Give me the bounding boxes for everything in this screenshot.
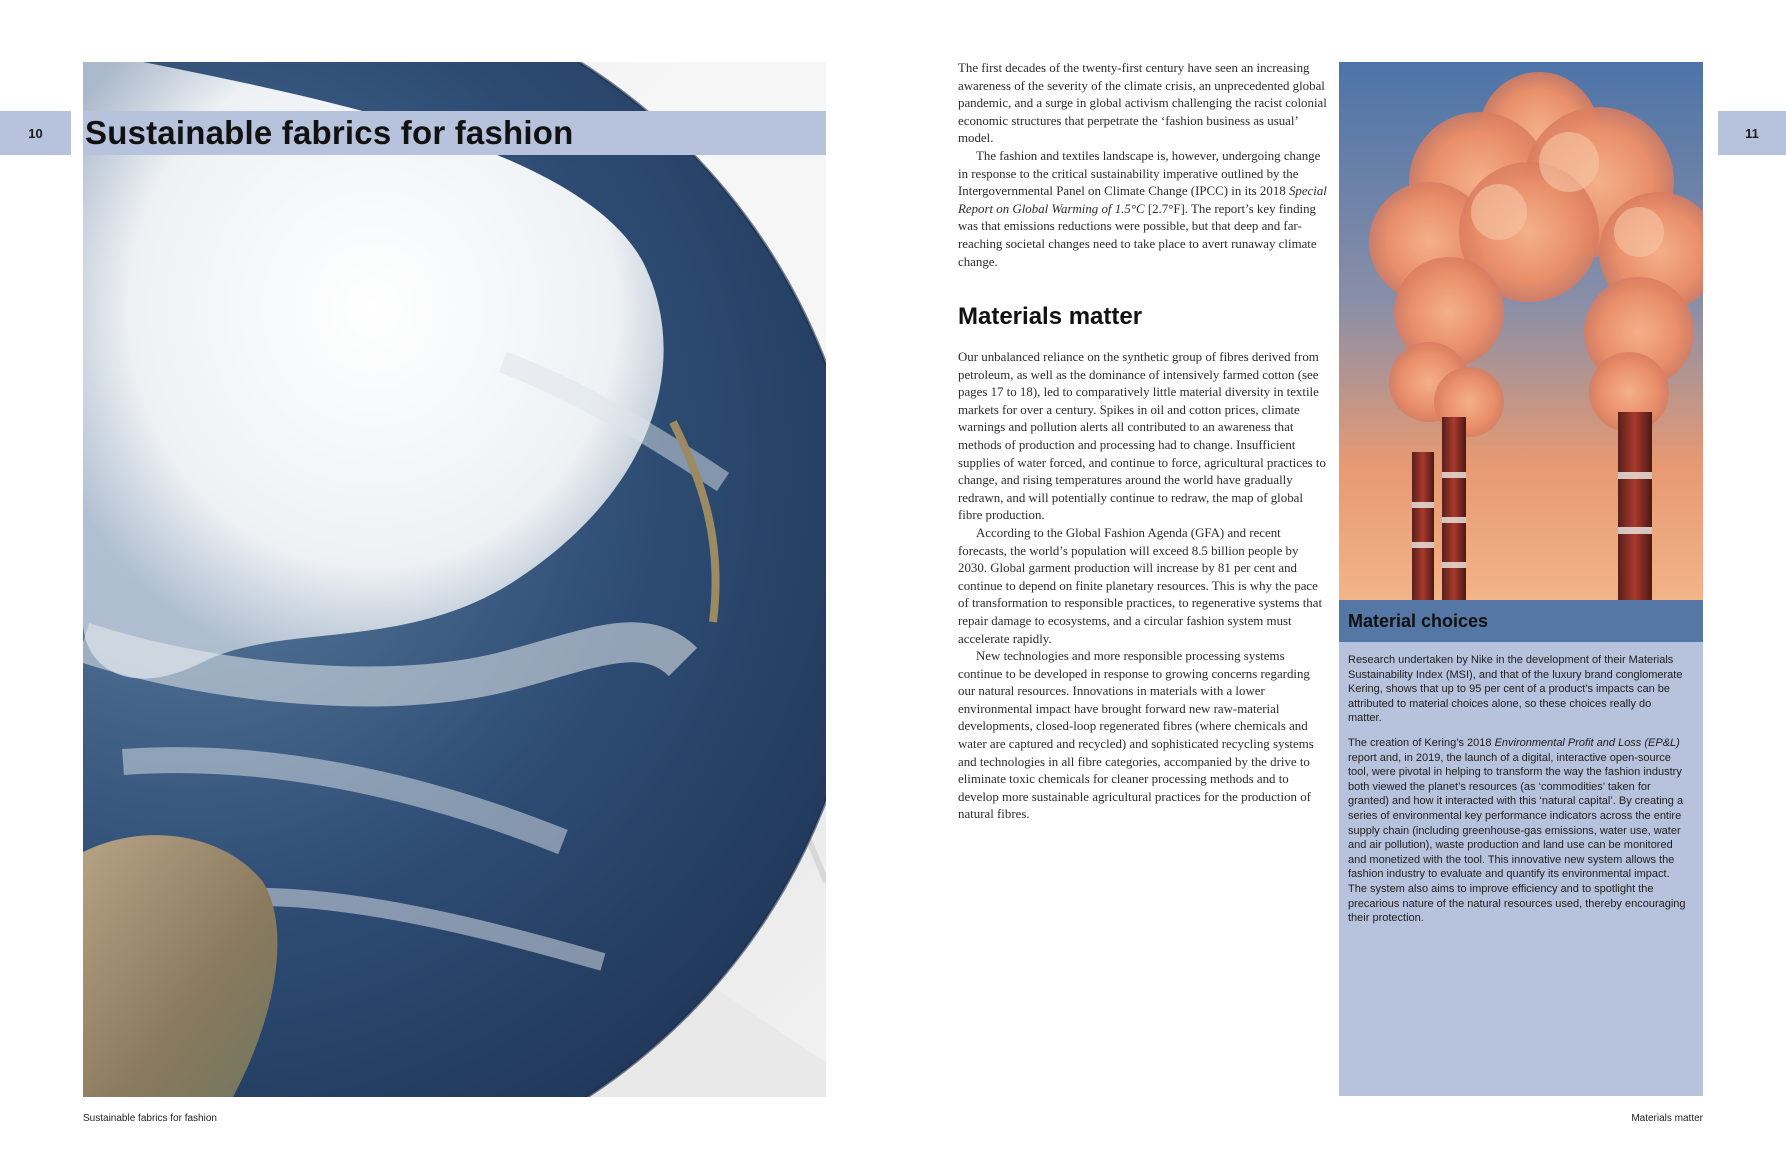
globe-fabric-photo: [83, 62, 826, 1097]
page-number-left: 10: [0, 111, 71, 155]
sidebar-paragraph-1: Research undertaken by Nike in the development of their Materials Sustainability Index (MSI), and that of the luxury brand conglomerate Kering, shows that up to 95 per cent of a product’s impacts can be attributed to material choices alone, so these choices really do matter.: [1348, 654, 1683, 725]
smokestacks-photo: [1339, 62, 1703, 600]
sidebar-body: [1339, 642, 1703, 1096]
body-paragraph-2: According to the Global Fashion Agenda (GFA) and recent forecasts, the world’s population will exceed 8.5 billion people by 2030. Global garment production will increase by 81 per cent and continue to depend on finite planetary resources. This is why the pace of transformation to responsible practices, to regenerative systems that repair damage to ecosystems, and a circular fashion system must accelerate rapidly.: [958, 525, 1323, 646]
intro-paragraph-2-after: [2.7°F]. The report’s key finding was that emissions reductions were possible, but that deep and far-reaching societal changes need to take place to avert runaway climate change.: [958, 201, 1317, 269]
sidebar-paragraph-2: [1348, 736, 1687, 926]
footer-right: Materials matter: [1631, 1113, 1703, 1124]
materials-text: [958, 349, 1328, 824]
title-bar: [83, 111, 826, 155]
smokestacks-illustration: [1339, 62, 1703, 600]
sidebar-header: [1339, 600, 1703, 642]
page-title: Sustainable fabrics for fashion: [85, 114, 574, 151]
footer-left: Sustainable fabrics for fashion: [83, 1113, 217, 1124]
page-number-right: 11: [1718, 111, 1786, 155]
sidebar-paragraph-2-after: report and, in 2019, the launch of a digital, interactive open-source tool, were pivotal in helping to transform the way the fashion industry both viewed the planet’s resources (as ‘commodities’ taken for granted) and how it interacted with this ‘natural capital’. By creating a series of environmental key performance indicators across the entire supply chain (including greenhouse-gas emissions, water use, water and air pollution), waste production and land use can be monitored and monetized with the tool. This innovative new system allows the fashion industry to evaluate and quantify its environmental impact. The system also aims to improve efficiency and to spotlight the precarious nature of the natural resources used, thereby encouraging their protection.: [1348, 751, 1686, 925]
intro-text: [958, 60, 1328, 271]
sidebar-paragraph-2-before: The creation of Kering’s 2018: [1348, 736, 1495, 749]
intro-paragraph-2-before: The fashion and textiles landscape is, however, undergoing change in response to the critical sustainability imperative outlined by the Intergovernmental Panel on Climate Change (IPCC) in its 2018: [958, 148, 1321, 199]
globe-illustration: [83, 62, 826, 1097]
section-heading: Materials matter: [958, 303, 1143, 330]
body-paragraph-3: New technologies and more responsible processing systems continue to be developed in response to growing concerns regarding our natural resources. Innovations in materials with a lower environmental impact have brought forward new raw-material developments, closed-loop regenerated fibres (where chemicals and water are captured and recycled) and sophisticated recycling systems and technologies in all fibre categories, accompanied by the drive to eliminate toxic chemicals for cleaner processing methods and to develop more sustainable agricultural practices for the production of natural fibres.: [958, 649, 1314, 822]
sidebar-title: Material choices: [1348, 610, 1489, 631]
body-paragraph-1: Our unbalanced reliance on the synthetic group of fibres derived from petroleum, as well as the dominance of intensively farmed cotton (see pages 17 to 18), led to comparatively little material diversity in textile markets for over a century. Spikes in oil and cotton prices, climate warnings and pollution alerts all contributed to an awareness that methods of production and processing had to change. Insufficient supplies of water forced, and continue to force, agricultural practices to change, and rising temperatures around the world have gradually redrawn, and will potentially continue to redraw, the map of global fibre production.: [958, 350, 1326, 523]
intro-paragraph-1: The first decades of the twenty-first century have seen an increasing awareness of the severity of the climate crisis, an unprecedented global pandemic, and a surge in global activism challenging the racist colonial economic structures that perpetrate the ‘fashion business as usual’ model.: [958, 61, 1327, 146]
epl-report-title: Environmental Profit and Loss (EP&L): [1494, 736, 1680, 749]
intro-paragraph-2: [958, 148, 1328, 271]
ipcc-report-title: Special Report on Global Warming of 1.5°C: [958, 184, 1327, 216]
